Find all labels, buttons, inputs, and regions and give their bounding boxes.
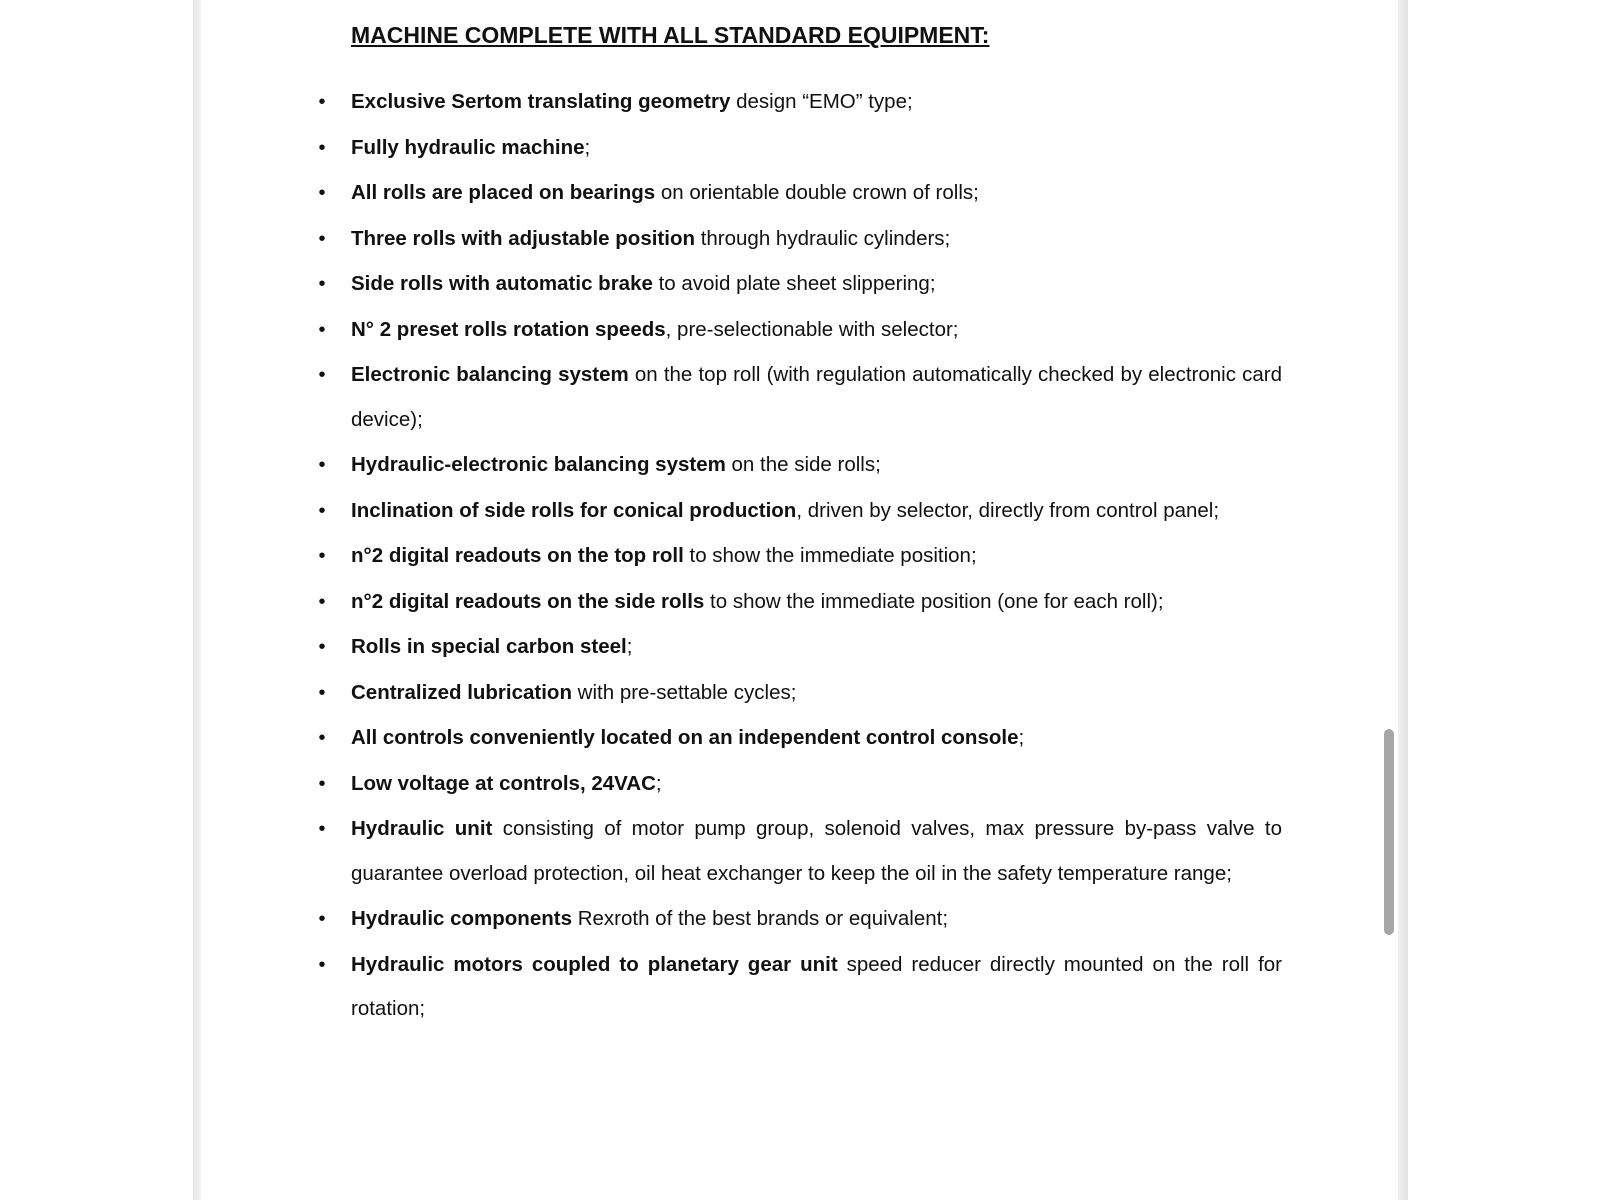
item-text: ; xyxy=(655,771,662,795)
item-text: on orientable double crown of rolls; xyxy=(655,181,979,204)
bullet-icon: • xyxy=(318,318,326,341)
vertical-scrollbar-thumb[interactable] xyxy=(1384,729,1394,935)
bullet-icon: • xyxy=(318,681,326,704)
item-text: to show the immediate position; xyxy=(683,544,977,567)
item-text: ; xyxy=(626,635,633,658)
item-text: on the top roll (with regulation automatically checked by electronic card device); xyxy=(351,363,1282,431)
page-right-edge xyxy=(1398,0,1408,1200)
item-bold-text: All controls conveniently located on an independent control console xyxy=(351,726,1019,749)
item-bold-text: n°2 digital readouts on the side rolls xyxy=(351,589,705,613)
list-item xyxy=(201,171,1282,216)
list-item xyxy=(201,308,1282,353)
list-item xyxy=(201,625,1282,670)
document-page xyxy=(201,0,1398,1200)
bullet-icon: • xyxy=(318,364,326,386)
bullet-icon: • xyxy=(318,499,326,522)
bullet-icon: • xyxy=(318,91,326,113)
item-text: with pre-settable cycles; xyxy=(571,680,797,704)
list-item xyxy=(201,762,1282,807)
bullet-icon: • xyxy=(318,636,326,658)
bullet-icon: • xyxy=(318,727,326,749)
bullet-icon: • xyxy=(318,772,326,795)
item-text: to avoid plate sheet slippering; xyxy=(652,272,936,295)
list-item xyxy=(201,716,1282,761)
list-item xyxy=(201,534,1282,579)
list-item xyxy=(201,897,1282,942)
item-bold-text: Rolls in special carbon steel xyxy=(351,635,627,658)
item-bold-text: Fully hydraulic machine xyxy=(351,135,585,159)
item-text: Rexroth of the best brands or equivalent; xyxy=(572,907,949,930)
bullet-icon: • xyxy=(318,590,326,613)
bullet-icon: • xyxy=(318,908,326,930)
item-bold-text: n°2 digital readouts on the top roll xyxy=(351,544,684,567)
item-text: ; xyxy=(1018,726,1025,749)
item-bold-text: Side rolls with automatic brake xyxy=(351,272,653,295)
item-bold-text: Inclination of side rolls for conical production xyxy=(351,498,797,522)
page-left-edge xyxy=(193,0,201,1200)
item-bold-text: N° 2 preset rolls rotation speeds xyxy=(351,317,666,341)
list-item xyxy=(201,443,1282,488)
equipment-list xyxy=(201,80,1282,1033)
bullet-icon: • xyxy=(318,545,326,567)
item-bold-text: Three rolls with adjustable position xyxy=(351,226,695,250)
item-text: , pre-selectionable with selector; xyxy=(665,317,959,341)
item-bold-text: All rolls are placed on bearings xyxy=(351,181,656,204)
item-bold-text: Low voltage at controls, 24VAC xyxy=(351,771,656,795)
item-bold-text: Hydraulic components xyxy=(351,907,572,930)
item-text: to show the immediate position (one for each roll); xyxy=(704,589,1164,613)
list-item xyxy=(201,943,1282,1032)
item-bold-text: Exclusive Sertom translating geometry xyxy=(351,90,731,113)
bullet-icon: • xyxy=(318,953,326,976)
list-item xyxy=(201,80,1282,125)
bullet-icon: • xyxy=(318,227,326,250)
item-text: consisting of motor pump group, solenoid valves, max pressure by-pass valve to guarantee overload protection, oil heat exchanger to keep the oil in the safety temperature range; xyxy=(351,817,1283,885)
item-bold-text: Hydraulic motors coupled to planetary gear unit xyxy=(351,952,838,976)
item-bold-text: Hydraulic unit xyxy=(351,817,493,840)
bullet-icon: • xyxy=(318,136,326,159)
list-item xyxy=(201,580,1282,625)
section-heading: MACHINE COMPLETE WITH ALL STANDARD EQUIPMENT: xyxy=(351,22,990,48)
item-text: through hydraulic cylinders; xyxy=(695,226,951,250)
bullet-icon: • xyxy=(318,454,326,476)
item-text: ; xyxy=(584,135,591,159)
item-bold-text: Centralized lubrication xyxy=(351,680,572,704)
list-item xyxy=(201,671,1282,716)
item-bold-text: Hydraulic-electronic balancing system xyxy=(351,453,726,476)
item-text: , driven by selector, directly from control panel; xyxy=(796,498,1220,522)
list-item xyxy=(201,489,1282,534)
item-text: on the side rolls; xyxy=(725,453,881,476)
list-item xyxy=(201,217,1282,262)
list-item xyxy=(201,353,1282,442)
list-item xyxy=(201,807,1282,896)
bullet-icon: • xyxy=(318,273,326,295)
list-item xyxy=(201,262,1282,307)
bullet-icon: • xyxy=(318,182,326,204)
item-text: speed reducer directly mounted on the roll for rotation; xyxy=(351,952,1282,1020)
list-item xyxy=(201,126,1282,171)
item-text: design “EMO” type; xyxy=(730,90,913,113)
bullet-icon: • xyxy=(318,818,326,840)
item-bold-text: Electronic balancing system xyxy=(351,363,629,386)
